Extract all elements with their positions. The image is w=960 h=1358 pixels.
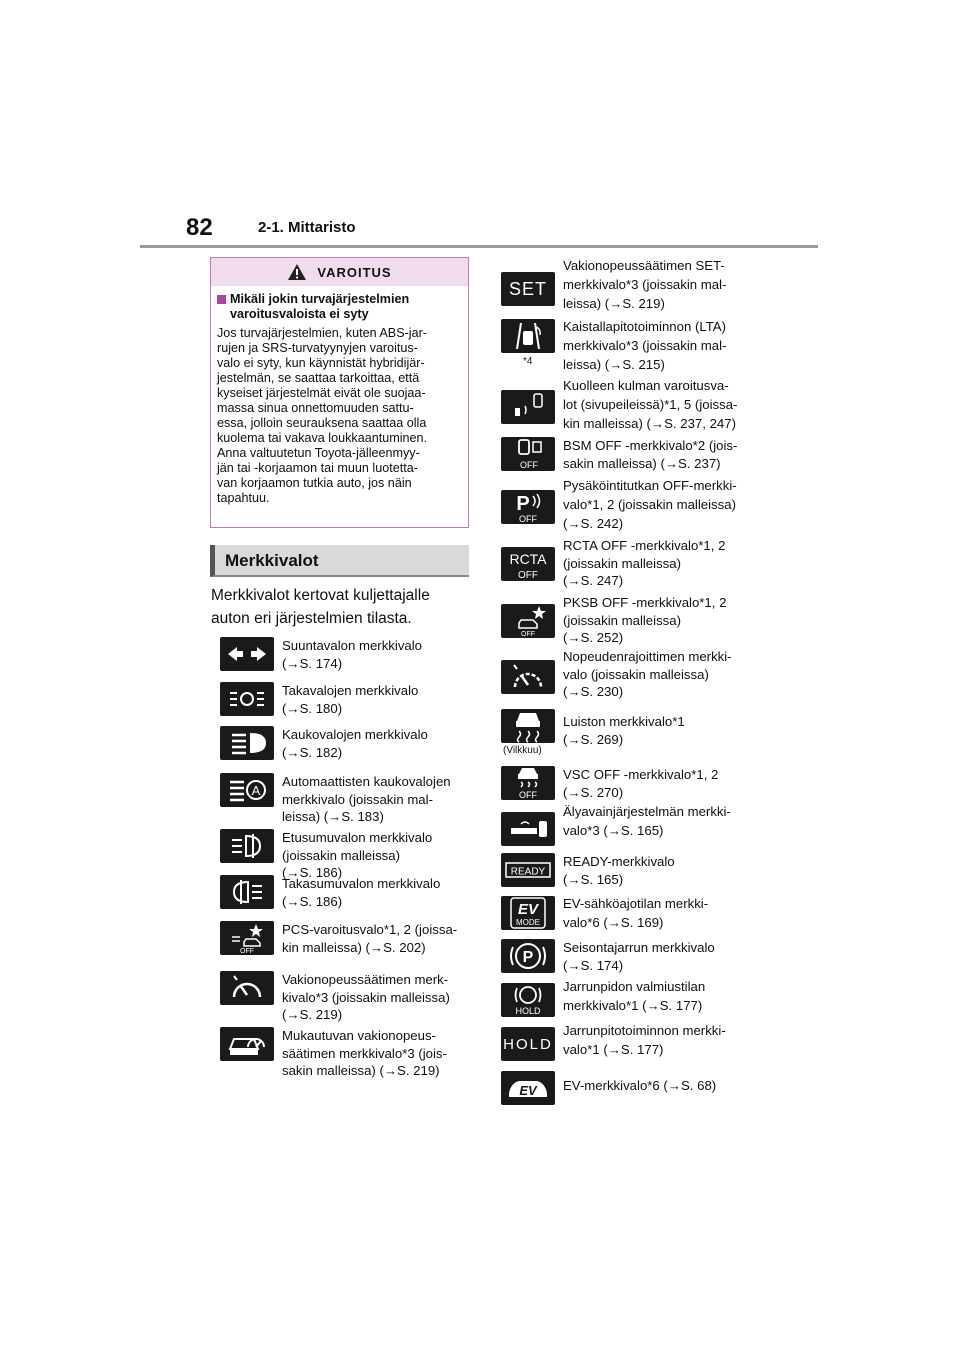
lta-footnote: *4	[523, 356, 533, 367]
warning-triangle-icon	[287, 263, 307, 281]
indicator-label: Vakionopeussäätimen SET- merkkivalo*3 (joissakin mal- leissa) (→S. 219)	[563, 258, 727, 311]
cruise-control-icon	[220, 971, 274, 1005]
vsc-off-icon	[501, 766, 555, 800]
indicator-label: Jarrunpitotoiminnon merkki- valo*1 (→S. 177)	[563, 1023, 726, 1057]
svg-text:MODE: MODE	[516, 918, 540, 927]
indicator-row	[501, 1071, 716, 1105]
set-icon: SET	[501, 272, 555, 306]
indicator-label: Pysäköintitutkan OFF-merkki- valo*1, 2 (joissakin malleissa) (→S. 242)	[563, 478, 737, 531]
indicator-label: Luiston merkkivalo*1 (→S. 269)	[563, 714, 685, 747]
svg-text:P: P	[516, 493, 530, 515]
indicator-row	[501, 319, 726, 374]
blind-spot-icon	[501, 390, 555, 424]
indicator-row	[220, 726, 428, 761]
bullet-square-icon	[217, 295, 226, 304]
merkkivalot-heading: Merkkivalot	[210, 545, 469, 577]
indicator-label: Kaukovalojen merkkivalo (→S. 182)	[282, 727, 428, 760]
slip-indicator-icon	[501, 709, 555, 743]
warning-title: VAROITUS	[317, 264, 392, 280]
brake-hold-standby-icon	[501, 983, 555, 1017]
indicator-row	[501, 979, 706, 1017]
indicator-row	[501, 709, 685, 748]
rcta-off-icon	[501, 547, 555, 581]
turn-signal-icon	[220, 637, 274, 671]
svg-text:OFF: OFF	[519, 790, 537, 800]
svg-text:OFF: OFF	[518, 570, 538, 581]
section-title: 2-1. Mittaristo	[258, 219, 356, 236]
indicator-label: Jarrunpidon valmiustilan merkkivalo*1 (→S. 177)	[563, 979, 706, 1013]
indicator-row	[501, 595, 727, 647]
indicator-row	[501, 378, 738, 433]
indicator-label: PKSB OFF -merkkivalo*1, 2 (joissakin malleissa) (→S. 252)	[563, 595, 727, 645]
indicator-label: EV-sähköajotilan merkki- valo*6 (→S. 169)	[563, 896, 709, 930]
indicator-row	[501, 766, 718, 801]
parking-sensor-off-icon	[501, 490, 555, 524]
ev-indicator-icon	[501, 1071, 555, 1105]
bsm-off-icon	[501, 437, 555, 471]
ready-icon	[501, 853, 555, 887]
parking-brake-icon	[501, 939, 555, 973]
indicator-label: Älyavainjärjestelmän merkki- valo*3 (→S. 165)	[563, 804, 731, 838]
front-fog-icon	[220, 829, 274, 863]
indicator-label: Kuolleen kulman varoitusva- lot (sivupeileissä)*1, 5 (joissa- kin malleissa) (→S. 237, 247)	[563, 378, 738, 431]
svg-text:A: A	[251, 783, 261, 798]
indicator-label: READY-merkkivalo (→S. 165)	[563, 854, 675, 887]
merkkivalot-intro: Merkkivalot kertovat kuljettajalle auton eri järjestelmien tilasta.	[211, 587, 430, 627]
high-beam-icon	[220, 726, 274, 760]
indicator-row	[501, 939, 715, 974]
smart-key-icon	[501, 812, 555, 846]
indicator-row	[501, 1023, 726, 1061]
lta-icon	[501, 319, 555, 353]
pcs-off-icon	[220, 921, 274, 955]
indicator-label: PCS-varoitusvalo*1, 2 (joissa- kin malleissa) (→S. 202)	[282, 922, 458, 955]
radar-cruise-icon	[220, 1027, 274, 1061]
indicator-row	[501, 896, 708, 932]
indicator-label: Vakionopeussäätimen merk- kivalo*3 (joissakin malleissa) (→S. 219)	[282, 972, 450, 1022]
blink-note: (Vilkkuu)	[503, 745, 542, 756]
indicator-label: Takasumuvalon merkkivalo (→S. 186)	[282, 876, 441, 909]
header-rule	[140, 245, 818, 248]
indicator-label: Mukautuvan vakionopeus- säätimen merkkivalo*3 (jois- sakin malleissa) (→S. 219)	[282, 1028, 447, 1078]
indicator-label: Seisontajarrun merkkivalo (→S. 174)	[563, 940, 715, 973]
svg-text:HOLD: HOLD	[515, 1006, 541, 1016]
indicator-row	[501, 538, 726, 590]
svg-text:OFF: OFF	[520, 460, 538, 470]
indicator-row	[501, 649, 732, 701]
indicator-label: VSC OFF -merkkivalo*1, 2 (→S. 270)	[563, 767, 719, 800]
svg-text:RCTA: RCTA	[509, 551, 547, 567]
indicator-label: Automaattisten kaukovalojen merkkivalo (joissakin mal- leissa) (→S. 183)	[282, 774, 451, 824]
svg-text:EV: EV	[517, 901, 539, 918]
indicator-row	[220, 971, 450, 1024]
indicator-row	[501, 478, 737, 533]
indicator-label: BSM OFF -merkkivalo*2 (jois- sakin malleissa) (→S. 237)	[563, 438, 738, 471]
indicator-row	[220, 637, 422, 672]
auto-high-beam-icon	[220, 773, 274, 807]
indicator-row	[501, 853, 675, 888]
indicator-label: RCTA OFF -merkkivalo*1, 2 (joissakin malleissa) (→S. 247)	[563, 538, 726, 588]
indicator-label: Kaistallapitotoiminnon (LTA) merkkivalo*3 (joissakin mal- leissa) (→S. 215)	[563, 319, 727, 372]
svg-text:P: P	[522, 949, 534, 966]
svg-text:OFF: OFF	[519, 514, 537, 524]
indicator-row	[220, 1027, 447, 1080]
warning-text: Jos turvajärjestelmien, kuten ABS-jar- rujen ja SRS-turvatyynyjen varoitus- valo ei syty, kun käynnistät hybridijär- jestelmän, se saattaa tarkoittaa, että kyseiset järjestelmät eivät ole suojaa- massa sinua onnettomuuden sattu- essa, jolloin seurauksena saattaa olla kuolema tai vakava loukkaantuminen. Anna valtuutetun Toyota-jälleenmyy- jän tai -korjaamon tai muun luotetta- van korjaamon tutkia auto, jos näin tapahtuu.	[217, 326, 428, 505]
indicator-row	[220, 921, 457, 956]
tail-light-icon	[220, 682, 274, 716]
indicator-row	[220, 773, 451, 826]
indicator-row	[501, 258, 727, 313]
indicator-label: Takavalojen merkkivalo (→S. 180)	[282, 683, 419, 716]
svg-text:READY: READY	[510, 866, 546, 878]
ev-mode-icon	[501, 896, 555, 930]
pksb-off-icon	[501, 604, 555, 638]
svg-text:EV: EV	[519, 1083, 537, 1098]
warning-subtitle: Mikäli jokin turvajärjestelmien varoitusvaloista ei syty	[230, 292, 410, 321]
indicator-row	[220, 829, 432, 882]
rear-fog-icon	[220, 875, 274, 909]
indicator-row	[501, 437, 737, 472]
indicator-row	[220, 875, 440, 910]
page-number: 82	[186, 214, 213, 241]
indicator-row	[220, 682, 418, 717]
indicator-row	[501, 804, 731, 846]
svg-text:OFF: OFF	[521, 631, 535, 638]
warning-box	[210, 257, 469, 528]
indicator-label: EV-merkkivalo*6 (→S. 68)	[563, 1078, 717, 1093]
speed-limiter-icon	[501, 660, 555, 694]
brake-hold-icon: HOLD	[501, 1027, 555, 1061]
indicator-label: Nopeudenrajoittimen merkki- valo (joissakin malleissa) (→S. 230)	[563, 649, 732, 699]
warning-header	[211, 258, 468, 286]
indicator-label: Etusumuvalon merkkivalo (joissakin malleissa) (→S. 186)	[282, 830, 433, 880]
indicator-label: Suuntavalon merkkivalo (→S. 174)	[282, 638, 423, 671]
svg-text:OFF: OFF	[240, 948, 254, 955]
